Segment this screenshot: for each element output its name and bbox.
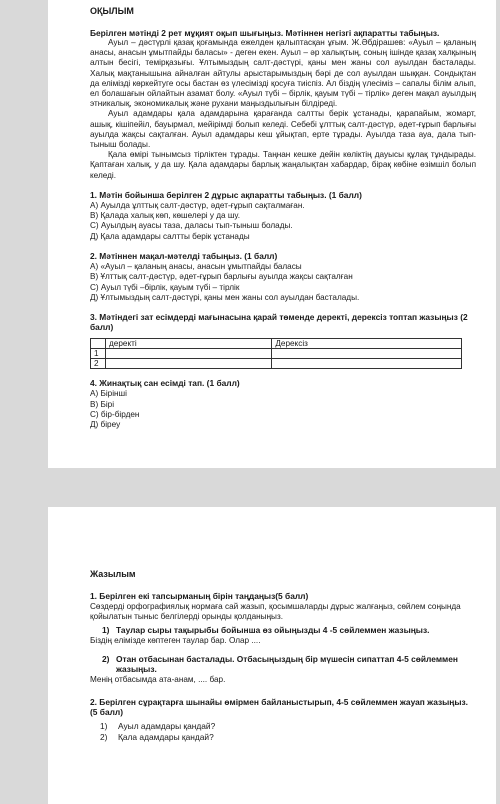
writing-option-2 [102, 654, 476, 674]
answer-option: Д) Қала адамдары салтты берік ұстанады [90, 231, 250, 241]
paragraph: Ауыл адамдары қала адамдарына қарағанда салтты берік ұстанады, қарапайым, жомарт, ашық, кішіпейіл, бауырмал, мейірімді болып келеді. Себебі ұлттық салт-дәстүр, әдет-ғұрып барлығы ауылда жақсы сақталған. Ауыл адамдары кеш ұйықтап, ерте тұрады. Ауылда таза ауа, дала тып-тыныш болады. [90, 109, 476, 150]
answer-option: С) бір-бірден [90, 409, 140, 419]
task-heading: Берілген мәтінді 2 рет мұқият оқып шығыңыз. Мәтіннен негізгі ақпаратты табыңыз. [90, 28, 440, 38]
paragraph: Ауыл – дәстүрлі қазақ қоғамында ежелден қалыптасқан ұғым. Ж.Әбдірашев: «Ауыл – қаланың анасы, анасын ұмытпайды баласы» - деген екен. Ауыл – әр халықтың, соның ішінде қазақ халқының алтын бесігі, темірқазығы. Ұлтымыздың салт-дәстүрі, қаны мен жаны сол ауылдан басталады. Халық мақтанышына айналған айтулы арыстарымыздың бәрі де сол ауылдан шыққан. Сондықтан да елімізді көркейтуге осы бастан өз үлесімізді қосуға тиіспіз. Ал біздің үлесіміз – сапалы білім алып, ел болашағын ойлайтын азамат болу. «Ауыл түбі – бірлік, қауым түбі – тірлік» деген мақал ауылдың этникалық, экономикалық және рухани маңыздылығын білдіреді. [90, 38, 476, 109]
column-header-abstract: Дерексіз [272, 339, 462, 349]
row-number: 1 [91, 349, 106, 359]
table-row [91, 359, 462, 369]
answer-option: В) Ұлттық салт-дәстүр, әдет-ғұрып барлығы ауылда жақсы сақталған [90, 272, 353, 282]
answer-option: А) Ауылда ұлттық салт-дәстүр, әдет-ғұрып сақталмаған. [90, 200, 305, 210]
option-number: 2) [102, 654, 110, 664]
question-4-title: 4. Жинақтық сан есімді тап. (1 балл) [90, 378, 240, 389]
writing-instruction: Сөздерді орфографиялық нормаға сай жазып, қосымшаларды дұрыс жалғаңыз, сөйлем соңында қойылатын тыныс белгілерді орынды қолданыңыз. [90, 602, 461, 621]
question-1-title: 1. Мәтін бойынша берілген 2 дұрыс ақпаратты табыңыз. (1 балл) [90, 189, 362, 200]
worksheet-page-2 [48, 507, 496, 804]
row-number: 2 [91, 359, 106, 369]
option-text: Таулар сыры тақырыбы бойынша өз ойыңызды 4 -5 сөйлеммен жазыңыз. [116, 625, 430, 635]
table-cell-empty [106, 359, 272, 369]
table-corner-cell [91, 339, 106, 349]
column-header-concrete: деректі [106, 339, 272, 349]
writing-option-1 [102, 625, 476, 635]
paragraph: Қала өмірі тынымсыз тірліктен тұрады. Таңнан кешке дейін көліктің дауысы құлақ тұндырады. Қаптаған халық, у да шу. Қала адамдары барлық жаңалықтан хабардар, бірақ көбіне өзімшіл болып келеді. [90, 150, 476, 180]
item-text: Қала адамдары қандай? [118, 732, 214, 742]
writing-question-2-title: 2. Берілген сұрақтарға шынайы өмірмен байланыстырып, 4-5 сөйлеммен жауап жазыңыз. (5 балл) [90, 697, 468, 717]
answer-option: Д) Ұлтымыздың салт-дәстүрі, қаны мен жаны сол ауылдан басталады. [90, 292, 360, 302]
item-text: Ауыл адамдары қандай? [118, 721, 216, 731]
answer-option: А) «Ауыл – қаланың анасы, анасын ұмытпайды баласы [90, 262, 302, 272]
table-cell-empty [272, 349, 462, 359]
worksheet-page-1 [48, 0, 496, 468]
question-3-title: 3. Мәтіндегі зат есімдерді мағынасына қарай төменде деректі, дерексіз топтап жазыңыз (2 балл) [90, 312, 468, 333]
question-2-title: 2. Мәтіннен мақал-мәтелді табыңыз. (1 балл) [90, 251, 278, 262]
item-number: 1) [100, 721, 108, 731]
answer-option: В) Бірі [90, 399, 115, 409]
answer-option: А) Біріншi [90, 389, 127, 399]
sentence-starter: Менің отбасымда ата-анам, .... бар. [90, 675, 226, 684]
noun-classification-table [90, 338, 462, 369]
item-number: 2) [100, 732, 108, 742]
option-text: Отан отбасынан басталады. Отбасыңыздың бір мүшесін сипаттап 4-5 сөйлеммен жазыңыз. [116, 654, 458, 674]
answer-option: С) Ауыл түбі –бірлік, қауым түбі – тірлік [90, 282, 240, 292]
section-title-writing: Жазылым [90, 569, 136, 579]
question-item [100, 721, 476, 732]
question-item [100, 732, 476, 743]
table-row [91, 349, 462, 359]
answer-option: В) Қалада халық көп, көшелері у да шу. [90, 211, 240, 221]
answer-option: Д) біреу [90, 420, 121, 430]
section-title-reading: ОҚЫЛЫМ [90, 6, 134, 16]
answer-option: С) Ауылдың ауасы таза, даласы тып-тыныш болады. [90, 221, 293, 231]
table-cell-empty [106, 349, 272, 359]
option-number: 1) [102, 625, 110, 635]
table-header-row [91, 339, 462, 349]
sentence-starter: Біздің елімізде көптеген таулар бар. Олар .... [90, 636, 261, 645]
writing-question-1-title: 1. Берілген екі тапсырманың бірін таңдаңыз(5 балл) [90, 591, 309, 601]
table-cell-empty [272, 359, 462, 369]
